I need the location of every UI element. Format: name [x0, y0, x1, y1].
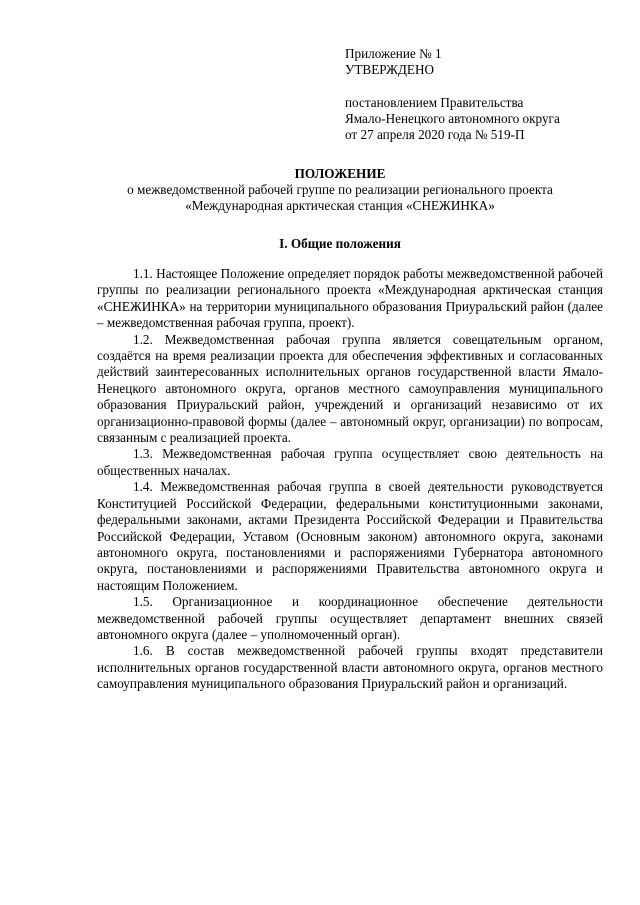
paragraph-1-5: 1.5. Организационное и координационное обеспечение деятельности межведомственной рабочей группы осуществляет департамент внешних связей автономного округа (далее – уполномоченный орган). [97, 594, 603, 642]
section-heading: I. Общие положения [279, 236, 401, 251]
paragraph-1-1: 1.1. Настоящее Положение определяет порядок работы межведомственной рабочей группы по реализации регионального проекта «Международная арктическая станция «СНЕЖИНКА» на территории муниципального образования Приуральский район (далее – межведомственная рабочая группа, проект). [97, 266, 603, 331]
appendix-label: Приложение № 1 [345, 46, 442, 61]
approved-label: УТВЕРЖДЕНО [345, 62, 435, 77]
section-body [97, 266, 603, 693]
document-subject-line-2: «Международная арктическая станция «СНЕЖИНКА» [185, 198, 495, 213]
approval-stamp [345, 46, 625, 143]
approval-gap [345, 78, 625, 95]
resolution-line-2: Ямало-Ненецкого автономного округа [345, 111, 560, 126]
paragraph-1-4: 1.4. Межведомственная рабочая группа в своей деятельности руководствуется Конституцией Российской Федерации, федеральными конституционными законами, федеральными законами, актами Президента Российской Федерации и Правительства Российской Федерации, Уставом (Основным законом) автономного округа, законами автономного округа, постановлениями и распоряжениями Губернатора автономного округа, постановлениями и распоряжениями Правительства автономного округа и настоящим Положением. [97, 479, 603, 593]
document-subject-line-1: о межведомственной рабочей группе по реализации регионального проекта [127, 182, 553, 197]
paragraph-1-3: 1.3. Межведомственная рабочая группа осуществляет свою деятельность на общественных началах. [97, 446, 603, 478]
paragraph-1-2: 1.2. Межведомственная рабочая группа является совещательным органом, создаётся на время реализации проекта для обеспечения эффективных и согласованных действий заинтересованных исполнительных органов государственной власти Ямало-Ненецкого автономного округа, органов местного самоуправления муниципального образования Приуральский район, учреждений и организаций независимо от их организационно-правовой формы (далее – автономный округ, организации) по вопросам, связанным с реализацией проекта. [97, 331, 603, 446]
document-title [60, 166, 620, 214]
paragraph-1-6: 1.6. В состав межведомственной рабочей группы входят представители исполнительных органов государственной власти автономного округа, органов местного самоуправления муниципального образования Приуральский район и организаций. [97, 643, 603, 692]
resolution-line-3: от 27 апреля 2020 года № 519-П [345, 127, 525, 142]
document-type: ПОЛОЖЕНИЕ [294, 166, 386, 181]
resolution-line-1: постановлением Правительства [345, 95, 524, 110]
